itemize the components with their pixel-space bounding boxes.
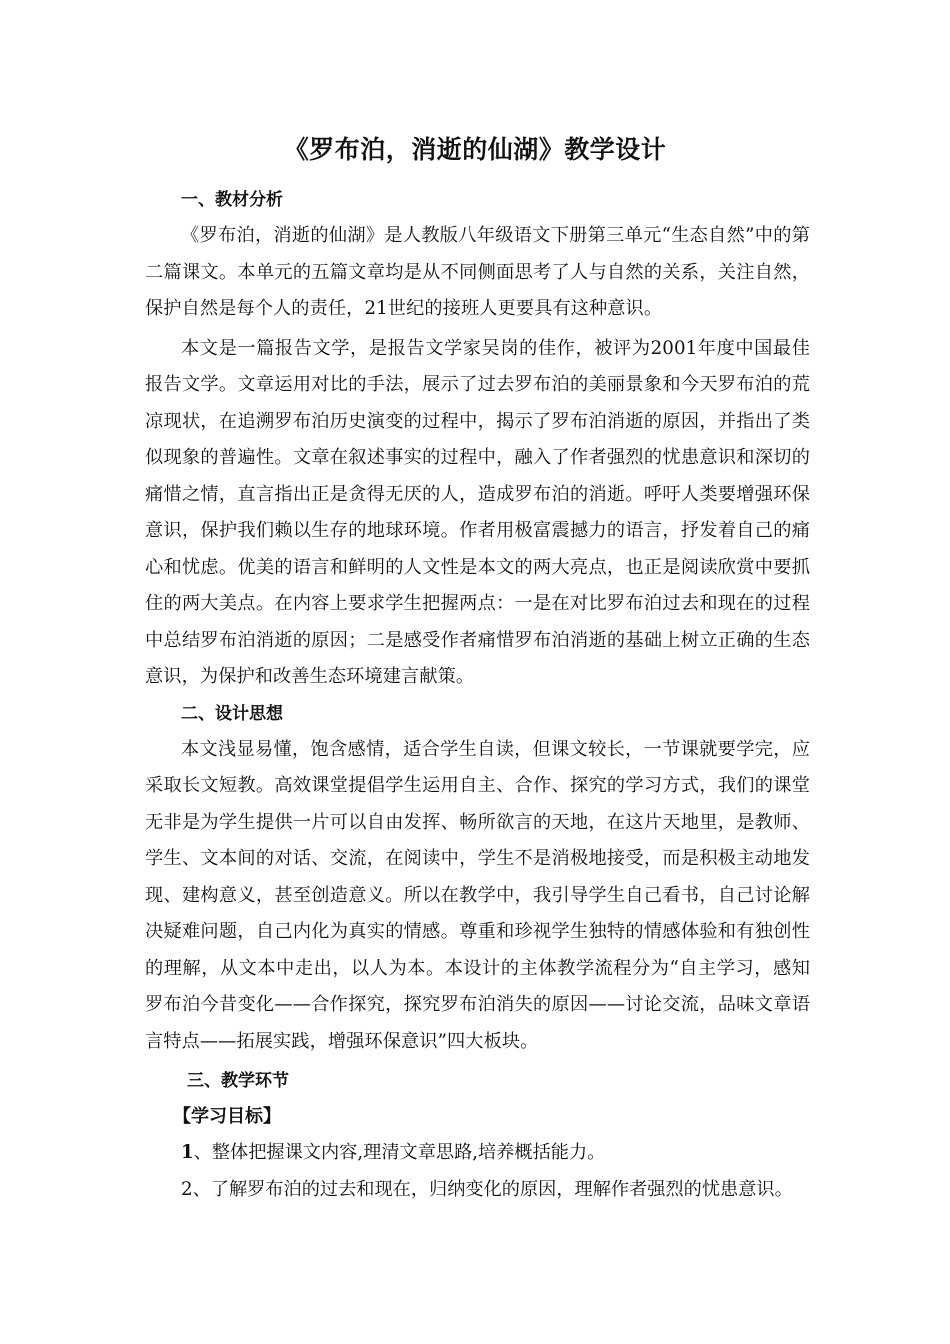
section-heading-material-analysis: 一、教材分析 (181, 190, 283, 210)
section-heading-teaching-steps: 三、教学环节 (187, 1071, 289, 1091)
paragraph-design-idea: 本文浅显易懂，饱含感情，适合学生自读，但课文较长，一节课就要学完，应采取长文短教。高效课堂提倡学生运用自主、合作、探究的学习方式，我们的课堂无非是为学生提供一片可以自由发挥、畅所欲言的天地，在这片天地里，是教师、学生、文本间的对话、交流，在阅读中，学生不是消极地接受，而是积极主动地发现、建构意义，甚至创造意义。所以在教学中，我引导学生自己看书，自己讨论解决疑难问题，自己内化为真实的情感。尊重和珍视学生独特的情感体验和有独创性的理解，从文本中走出，以人为本。本设计的主体教学流程分为“自主学习，感知罗布泊今昔变化——合作探究，探究罗布泊消失的原因——讨论交流，品味文章语言特点——拓展实践，增强环保意识”四大板块。 (145, 738, 810, 1052)
objective-text: 、了解罗布泊的过去和现在，归纳变化的原因，理解作者强烈的忧患意识。 (192, 1178, 793, 1200)
objective-text: 、整体把握课文内容,理清文章思路,培养概括能力。 (193, 1142, 606, 1163)
objective-number: 1 (181, 1142, 194, 1163)
document-body (145, 182, 810, 1208)
subheading-learning-objectives: 【学习目标】 (173, 1106, 281, 1127)
objective-item (145, 1172, 810, 1209)
document-title: 《罗布泊，消逝的仙湖》教学设计 (283, 135, 667, 164)
paragraph-material-analysis: 本文是一篇报告文学，是报告文学家吴岗的佳作，被评为2001年度中国最佳报告文学。文章运用对比的手法，展示了过去罗布泊的美丽景象和今天罗布泊的荒凉现状，在追溯罗布泊历史演变的过程中，揭示了罗布泊消逝的原因，并指出了类似现象的普遍性。文章在叙述事实的过程中，融入了作者强烈的忧患意识和深切的痛惜之情，直言指出正是贪得无厌的人，造成罗布泊的消逝。呼吁人类要增强环保意识，保护我们赖以生存的地球环境。作者用极富震撼力的语言，抒发着自己的痛心和忧虑。优美的语言和鲜明的人文性是本文的两大亮点，也正是阅读欣赏中要抓住的两大美点。在内容上要求学生把握两点：一是在对比罗布泊过去和现在的过程中总结罗布泊消逝的原因；二是感受作者痛惜罗布泊消逝的基础上树立正确的生态意识，为保护和改善生态环境建言献策。 (145, 337, 810, 687)
objective-number: 2 (181, 1178, 193, 1200)
objective-item (145, 1135, 810, 1172)
section-heading-design-idea: 二、设计思想 (181, 703, 283, 724)
paragraph-material-intro: 《罗布泊，消逝的仙湖》是人教版八年级语文下册第三单元“生态自然”中的第二篇课文。本单元的五篇文章均是从不同侧面思考了人与自然的关系，关注自然，保护自然是每个人的责任，21世纪的接班人更要具有这种意识。 (145, 225, 810, 319)
